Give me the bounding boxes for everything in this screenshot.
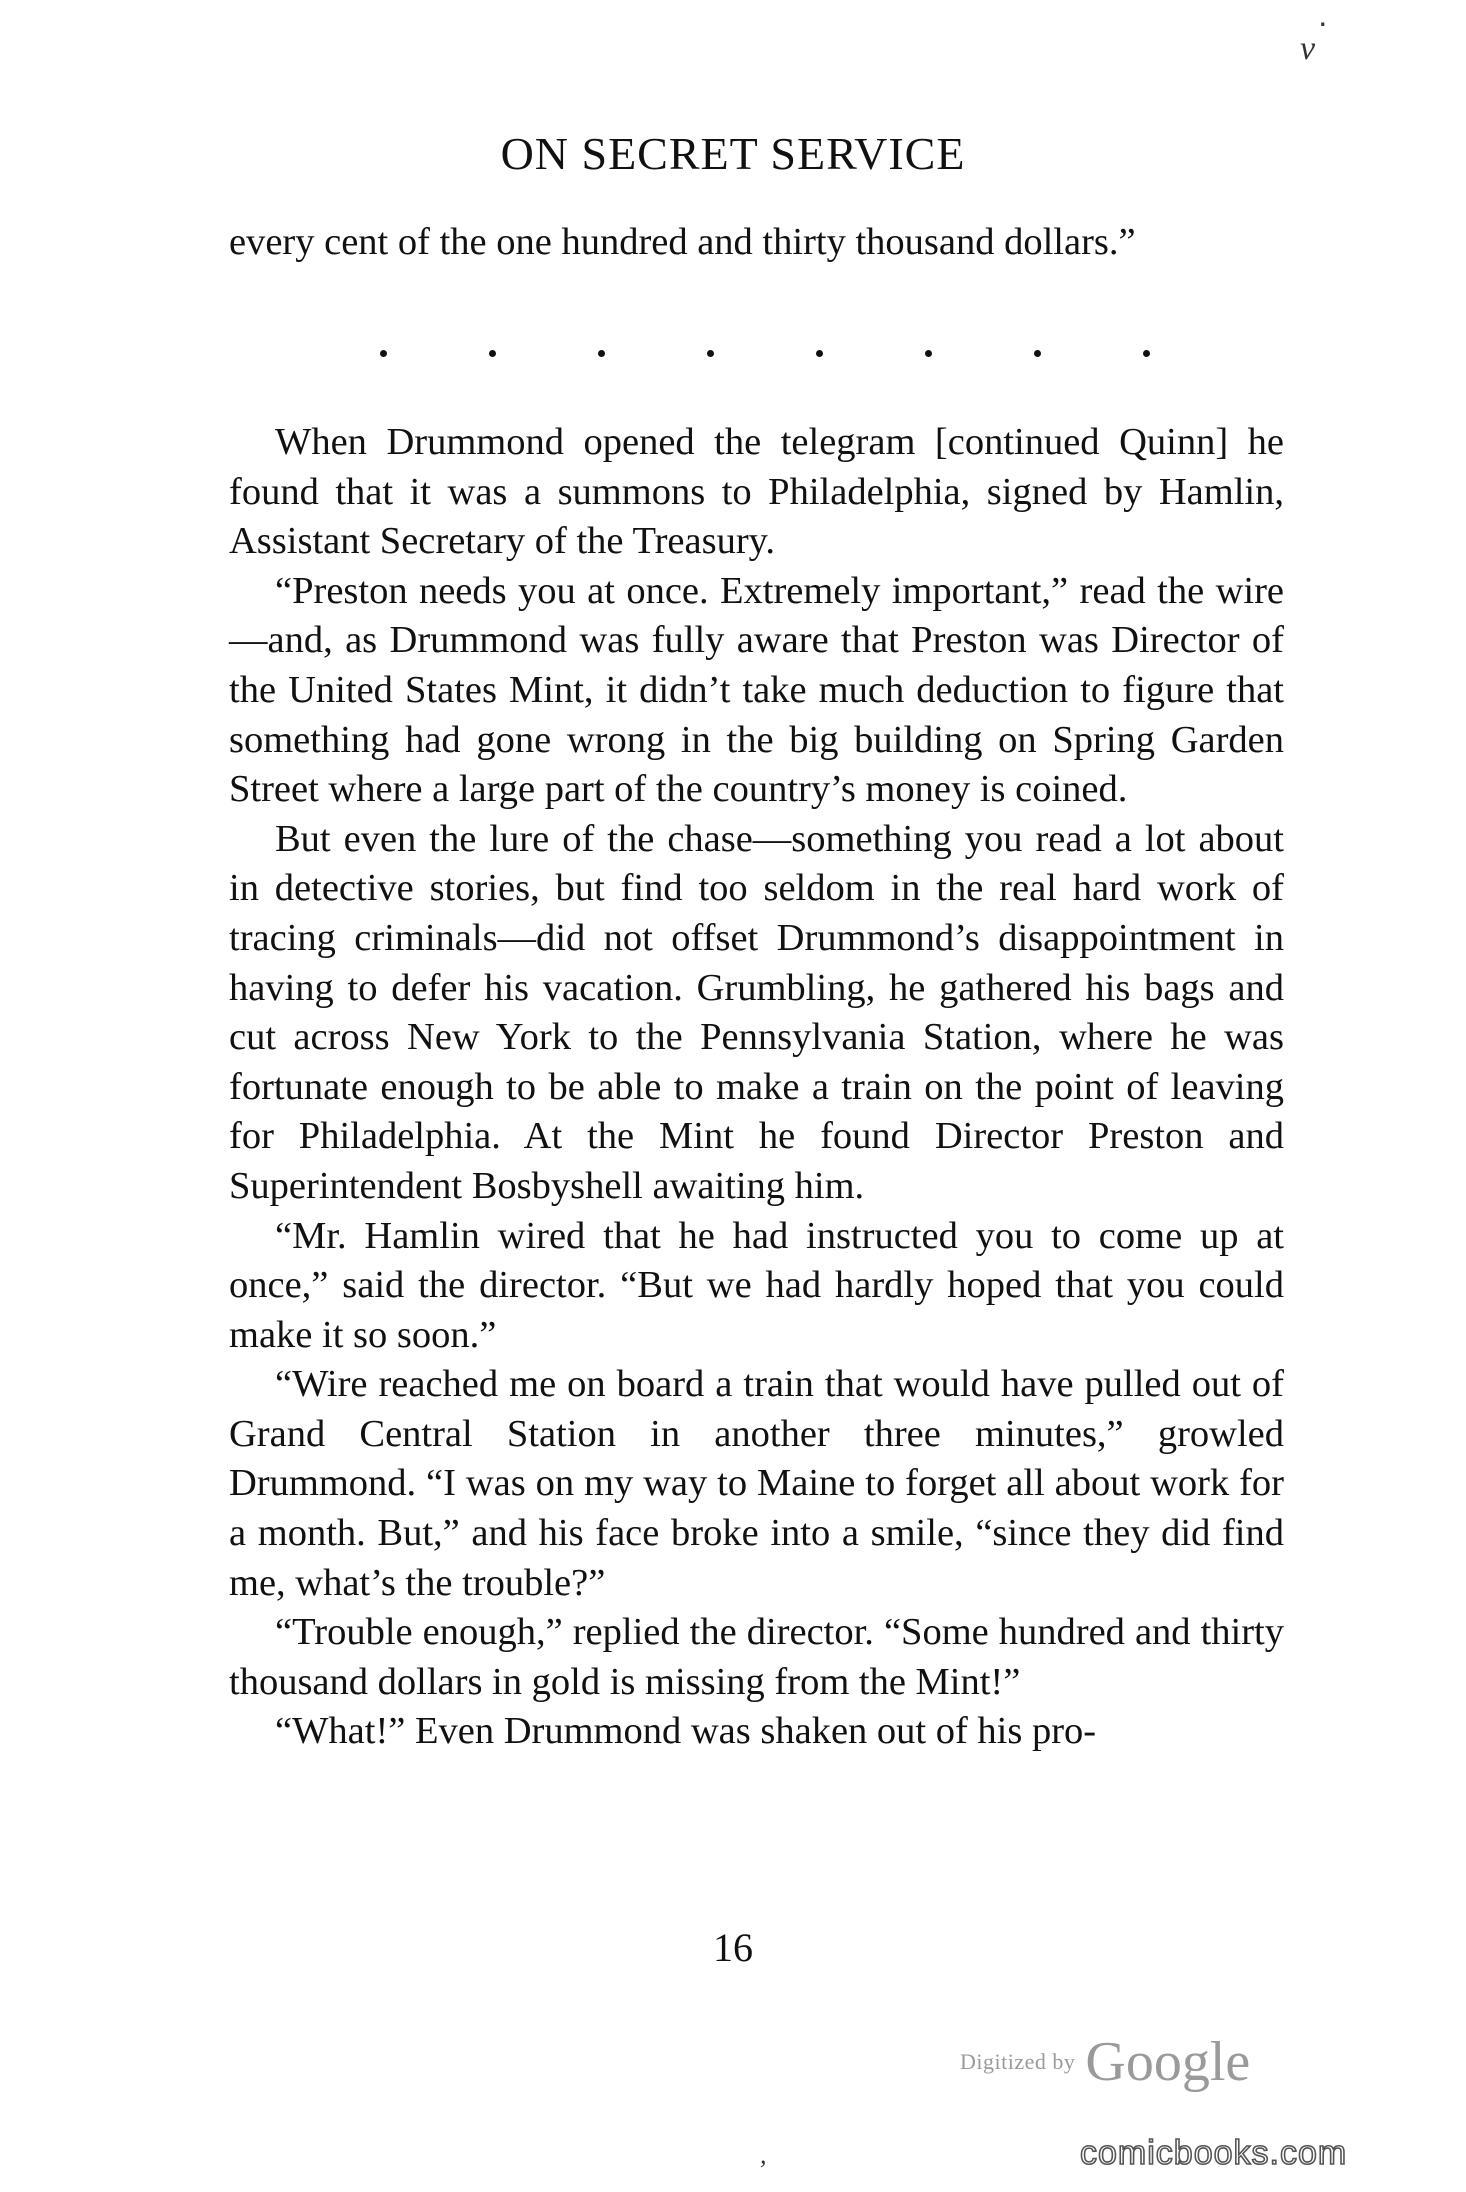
section-break-dot <box>925 350 932 357</box>
running-head: ON SECRET SERVICE <box>500 128 966 179</box>
section-break-dot <box>1034 350 1041 357</box>
paragraph: “Wire reached me on board a train that would have pulled out of Grand Central Station in another three minutes,” growled Drummond. “I was on my way to Maine to forget all about work for a month. But,” and his face broke into a smile, “since they did find me, what’s the trouble?” <box>229 1363 1284 1604</box>
section-break-dot <box>598 350 605 357</box>
paragraph: “Trouble enough,” replied the director. “Some hundred and thirty thousand dollars in gold is missing from the Mint!” <box>229 1611 1284 1703</box>
section-break-dot <box>489 350 496 357</box>
section-break-dot <box>816 350 823 357</box>
paragraph: “What!” Even Drummond was shaken out of his pro- <box>275 1710 1097 1753</box>
watermark-prefix: Digitized by <box>960 2049 1076 2074</box>
paragraph: When Drummond opened the telegram [continued Quinn] he found that it was a summons to Philadelphia, signed by Hamlin, Assistant Secretary of the Treasury. <box>229 421 1284 563</box>
site-watermark: comicbooks.com <box>1080 2134 1348 2172</box>
google-watermark <box>960 2030 1250 2094</box>
paragraph: “Preston needs you at once. Extremely important,” read the wire—and, as Drummond was fully aware that Preston was Director of the United States Mint, it didn’t take much deduction to figure that something had gone wrong in the big building on Spring Garden Street where a large part of the country’s money is coined. <box>229 569 1284 811</box>
margin-mark: , <box>760 2140 767 2169</box>
paragraph: “Mr. Hamlin wired that he had instructed you to come up at once,” said the director. “But we had hardly hoped that you could make it so soon.” <box>229 1214 1284 1356</box>
page-number: 16 <box>713 1925 753 1970</box>
margin-mark: ⋅ <box>1318 9 1328 42</box>
section-break-dot <box>707 350 714 357</box>
body-text <box>229 418 1284 1757</box>
continued-text <box>229 218 1284 268</box>
paragraph: every cent of the one hundred and thirty thousand dollars.” <box>229 221 1136 263</box>
section-break <box>380 350 1150 357</box>
paragraph: But even the lure of the chase—something you read a lot about in detective stories, but find too seldom in the real hard work of tracing criminals—did not offset Drummond’s disappointment in having to defer his vacation. Grumbling, he gathered his bags and cut across New York to the Pennsylvania Station, where he was fortunate enough to be able to make a train on the point of leaving for Philadelphia. At the Mint he found Director Preston and Superintendent Bosbyshell awaiting him. <box>229 817 1284 1207</box>
section-break-dot <box>380 350 387 357</box>
section-break-dot <box>1143 350 1150 357</box>
google-logo: Google <box>1085 2031 1251 2093</box>
margin-mark: v <box>1300 30 1316 67</box>
